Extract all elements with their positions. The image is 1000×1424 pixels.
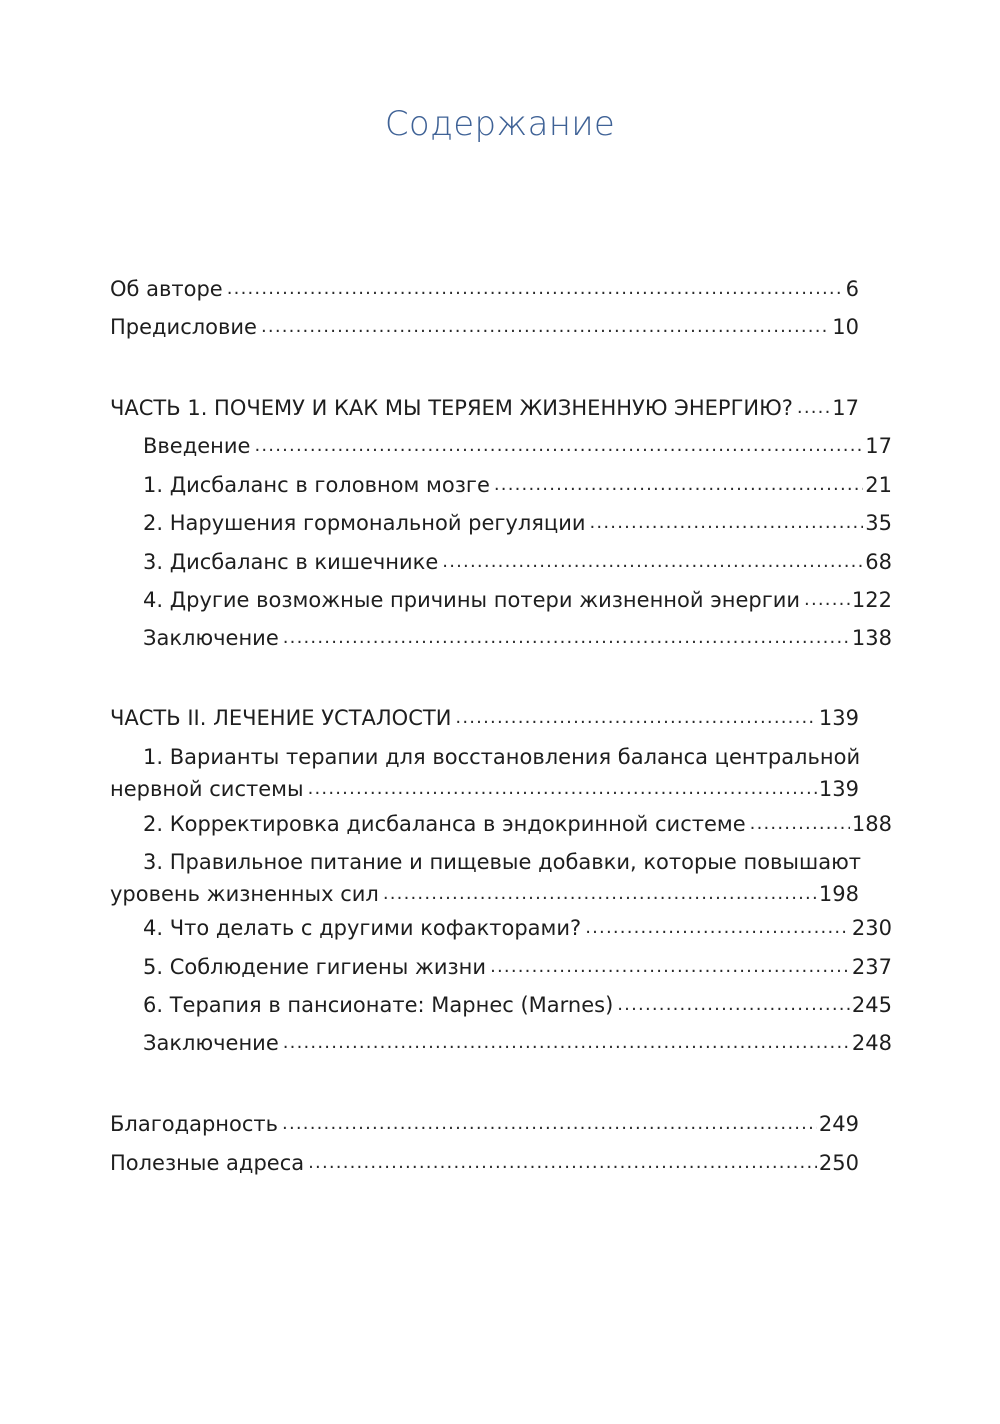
toc-entry-label: Заключение <box>143 626 279 650</box>
dot-leader <box>308 772 817 806</box>
toc-entry-cns-therapy[interactable] <box>110 740 859 810</box>
toc-page-number: 35 <box>865 511 892 535</box>
toc-entry-label: 3. Дисбаланс в кишечнике <box>143 550 439 574</box>
toc-entry-brain-imbalance[interactable] <box>110 468 892 506</box>
toc-entry-about-author[interactable] <box>110 272 859 310</box>
toc-page-number: 249 <box>818 1112 859 1136</box>
toc-entry-label-line-2: уровень жизненных сил <box>110 882 379 906</box>
toc-entry-label: 1. Дисбаланс в головном мозге <box>143 473 490 497</box>
dot-leader <box>617 988 850 1022</box>
toc-entry-label: 5. Соблюдение гигиены жизни <box>143 955 487 979</box>
dot-leader <box>590 506 864 540</box>
toc-page-number: 17 <box>832 396 859 420</box>
dot-leader <box>750 807 850 841</box>
toc-entry-conclusion-part-1[interactable] <box>110 621 892 659</box>
toc-entry-endocrine-correction[interactable] <box>110 807 892 845</box>
toc-entry-label-line-1: 1. Варианты терапии для восстановления баланса центральной <box>143 745 861 769</box>
toc-entry-part-2[interactable] <box>110 701 859 739</box>
toc-page-number: 248 <box>851 1031 892 1055</box>
dot-leader <box>455 701 816 735</box>
toc-page-number: 188 <box>851 812 892 836</box>
toc-entry-cofactors[interactable] <box>110 911 892 949</box>
toc-entry-label: ЧАСТЬ II. ЛЕЧЕНИЕ УСТАЛОСТИ <box>110 706 452 730</box>
toc-page-number: 139 <box>818 706 859 730</box>
dot-leader <box>585 911 850 945</box>
dot-leader <box>490 950 850 984</box>
toc-page-number: 17 <box>865 434 892 458</box>
toc-page-number: 230 <box>851 916 892 940</box>
toc-entry-label: Благодарность <box>110 1112 279 1136</box>
toc-entry-acknowledgements[interactable] <box>110 1107 859 1145</box>
dot-leader <box>227 272 844 306</box>
toc-entry-label-line-1: 3. Правильное питание и пищевые добавки, которые повышают <box>143 850 861 874</box>
toc-entry-label-line-2: нервной системы <box>110 777 304 801</box>
toc-page-number: 245 <box>851 993 892 1017</box>
toc-entry-label: Об авторе <box>110 277 223 301</box>
toc-entry-label: Полезные адреса <box>110 1151 305 1175</box>
toc-entry-preface[interactable] <box>110 310 859 348</box>
toc-entry-gut-imbalance[interactable] <box>110 545 892 583</box>
toc-entry-marnes-therapy[interactable] <box>110 988 892 1026</box>
toc-entry-label: 2. Корректировка дисбаланса в эндокринной системе <box>143 812 746 836</box>
dot-leader <box>282 1107 817 1141</box>
dot-leader <box>494 468 863 502</box>
toc-page-number: 139 <box>818 777 859 801</box>
toc-page-number: 21 <box>865 473 892 497</box>
toc-entry-label: ЧАСТЬ 1. ПОЧЕМУ И КАК МЫ ТЕРЯЕМ ЖИЗНЕННУЮ ЭНЕРГИЮ? <box>110 396 793 420</box>
page-title: Содержание <box>384 104 616 144</box>
toc-page-number: 237 <box>851 955 892 979</box>
toc-page-number: 6 <box>845 277 859 301</box>
dot-leader <box>283 621 850 655</box>
toc-entry-hormonal-regulation[interactable] <box>110 506 892 544</box>
dot-leader <box>442 545 863 579</box>
toc-entry-label: 4. Другие возможные причины потери жизненной энергии <box>143 588 801 612</box>
toc-page-number: 68 <box>865 550 892 574</box>
toc-entry-label: 6. Терапия в пансионате: Марнес (Marnes) <box>143 993 614 1017</box>
toc-page-number: 138 <box>851 626 892 650</box>
toc-entry-useful-addresses[interactable] <box>110 1146 859 1184</box>
toc-entry-label: 4. Что делать с другими кофакторами? <box>143 916 582 940</box>
toc-entry-label: Заключение <box>143 1031 279 1055</box>
dot-leader <box>283 1026 850 1060</box>
toc-entry-other-causes[interactable] <box>110 583 892 621</box>
dot-leader <box>804 583 850 617</box>
toc-entry-label: Введение <box>143 434 251 458</box>
toc-entry-label: 2. Нарушения гормональной регуляции <box>143 511 586 535</box>
toc-page-number: 250 <box>818 1151 859 1175</box>
toc-entry-conclusion-part-2[interactable] <box>110 1026 892 1064</box>
toc-entry-introduction[interactable] <box>110 429 892 467</box>
dot-leader <box>261 310 830 344</box>
toc-page-number: 10 <box>832 315 859 339</box>
toc-page-number: 198 <box>818 882 859 906</box>
toc-page-number: 122 <box>851 588 892 612</box>
toc-entry-label: Предисловие <box>110 315 257 339</box>
dot-leader <box>383 877 817 911</box>
toc-entry-life-hygiene[interactable] <box>110 950 892 988</box>
toc-entry-nutrition[interactable] <box>110 845 859 915</box>
toc-entry-part-1[interactable] <box>110 391 859 429</box>
dot-leader <box>797 391 830 425</box>
dot-leader <box>254 429 863 463</box>
dot-leader <box>308 1146 817 1180</box>
